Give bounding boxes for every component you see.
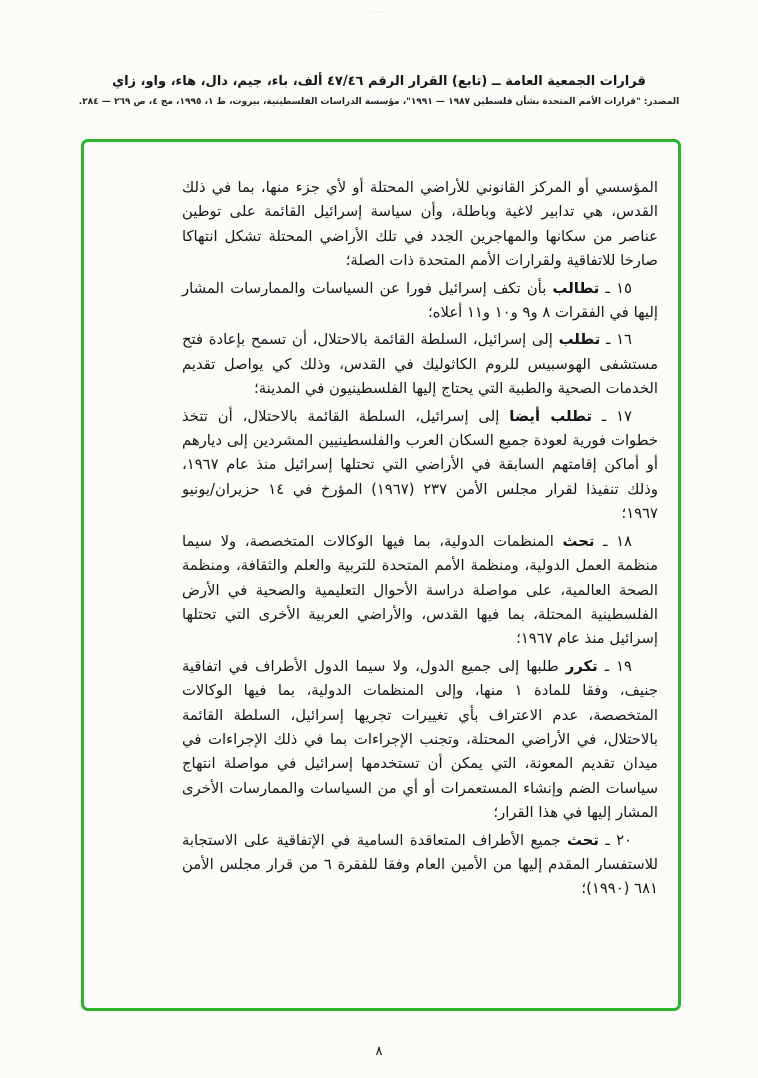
paragraph-15 — [182, 277, 658, 326]
paragraph-lead: تطالب — [552, 279, 600, 297]
paragraph-continuation — [182, 176, 658, 274]
paragraph-number: ١٥ ـ — [605, 279, 632, 297]
paragraph-text: جميع الأطراف المتعاقدة السامية في الإتفاقية على الاستجابة للاستفسار المقدم إليها من الأمين العام وفقا للفقرة ٦ من قرار مجلس الأمن ٦٨١ (١٩٩٠)؛ — [182, 831, 659, 898]
content-frame — [81, 139, 681, 1011]
body-text-column — [182, 176, 658, 905]
paragraph-20 — [182, 829, 658, 902]
paragraph-text: إلى إسرائيل، السلطة القائمة بالاحتلال، أن تتخذ خطوات فورية لعودة جميع السكان العرب والفلسطينيين المشردين إلى ديارهم أو أماكن إقامتهم السابقة في الأراضي التي تحتلها إسرائيل منذ عام ١٩٦٧، وذلك تنفيذا لقرار مجلس الأمن ٢٣٧ (١٩٦٧) المؤرخ في ١٤ حزيران/يونيو ١٩٦٧؛ — [182, 407, 658, 523]
paragraph-number: ١٧ ـ — [601, 407, 632, 425]
paragraph-number: ١٦ ـ — [606, 331, 632, 349]
page-header — [0, 74, 758, 107]
page-number: ٨ — [375, 1044, 383, 1059]
paragraph-lead: تكرر — [565, 657, 598, 675]
scan-artifact: ··· — [372, 8, 386, 17]
paragraph-lead: تحث — [567, 831, 599, 849]
paragraph-lead: تطلب أيضا — [509, 407, 593, 425]
paragraph-16 — [182, 328, 658, 401]
paragraph-text: المؤسسي أو المركز القانوني للأراضي المحتلة أو لأي جزء منها، بما في ذلك القدس، هي تدابير لاغية وباطلة، وأن سياسة إسرائيل القائمة على توطين عناصر من سكانها والمهاجرين الجدد في تلك الأراضي المحتلة تشكل انتهاكا صارخا للاتفاقية ولقرارات الأمم المتحدة ذات الصلة؛ — [182, 179, 658, 270]
paragraph-text: طلبها إلى جميع الدول، ولا سيما الدول الأطراف في اتفاقية جنيف، وفقا للمادة ١ منها، وإلى المنظمات الدولية، بما فيها الوكالات المتخصصة، عدم الاعتراف بأي تغييرات تجريها إسرائيل، السلطة القائمة بالاحتلال، في الأراضي المحتلة، وتجنب الإجراءات بما في ذلك الإجراءات في ميدان تقديم المعونة، التي يمكن أن تستخدمها إسرائيل في مواصلة انتهاج سياسات الضم وإنشاء المستعمرات أو أي من السياسات والممارسات الأخرى المشار إليها في هذا القرار؛ — [182, 657, 658, 822]
paragraph-number: ٢٠ ـ — [605, 831, 632, 849]
paragraph-17 — [182, 405, 658, 527]
document-title: قرارات الجمعية العامة ــ (تابع) القرار الرقم ٤٧/٤٦ ألف، باء، جيم، دال، هاء، واو، زاي — [112, 74, 646, 89]
paragraph-lead: تطلب — [558, 331, 601, 349]
paragraph-number: ١٩ ـ — [604, 657, 632, 675]
paragraph-lead: تحث — [562, 532, 595, 550]
paragraph-18 — [182, 530, 658, 652]
paragraph-text: المنظمات الدولية، بما فيها الوكالات المتخصصة، ولا سيما منظمة العمل الدولية، ومنظمة الأمم المتحدة للتربية والعلم والثقافة، ومنظمة الصحة العالمية، على مواصلة دراسة الأحوال التعليمية والصحية في الأرض الفلسطينية المحتلة، بما فيها القدس، والأراضي العربية الأخرى التي تحتلها إسرائيل منذ عام ١٩٦٧؛ — [182, 532, 658, 648]
source-citation-line: المصدر: "قرارات الأمم المتحدة بشأن فلسطين ١٩٨٧ — ١٩٩١"، مؤسسة الدراسات الفلسطينية، بيروت، ط ١، ١٩٩٥، مج ٤، ص ٢٦٩ — ٢٨٤. — [78, 97, 680, 107]
paragraph-19 — [182, 655, 658, 826]
paragraph-text: إلى إسرائيل، السلطة القائمة بالاحتلال، أن تسمح بإعادة فتح مستشفى الهوسبيس للروم الكاثوليك في القدس، وذلك كي يواصل تقديم الخدمات الصحية والطبية التي يحتاج إليها الفلسطينيون في المدينة؛ — [182, 331, 658, 398]
paragraph-number: ١٨ ـ — [603, 532, 632, 550]
paragraph-text: بأن تكف إسرائيل فورا عن السياسات والممارسات المشار إليها في الفقرات ٨ و٩ و١٠ و١١ أعلاه؛ — [182, 279, 658, 322]
